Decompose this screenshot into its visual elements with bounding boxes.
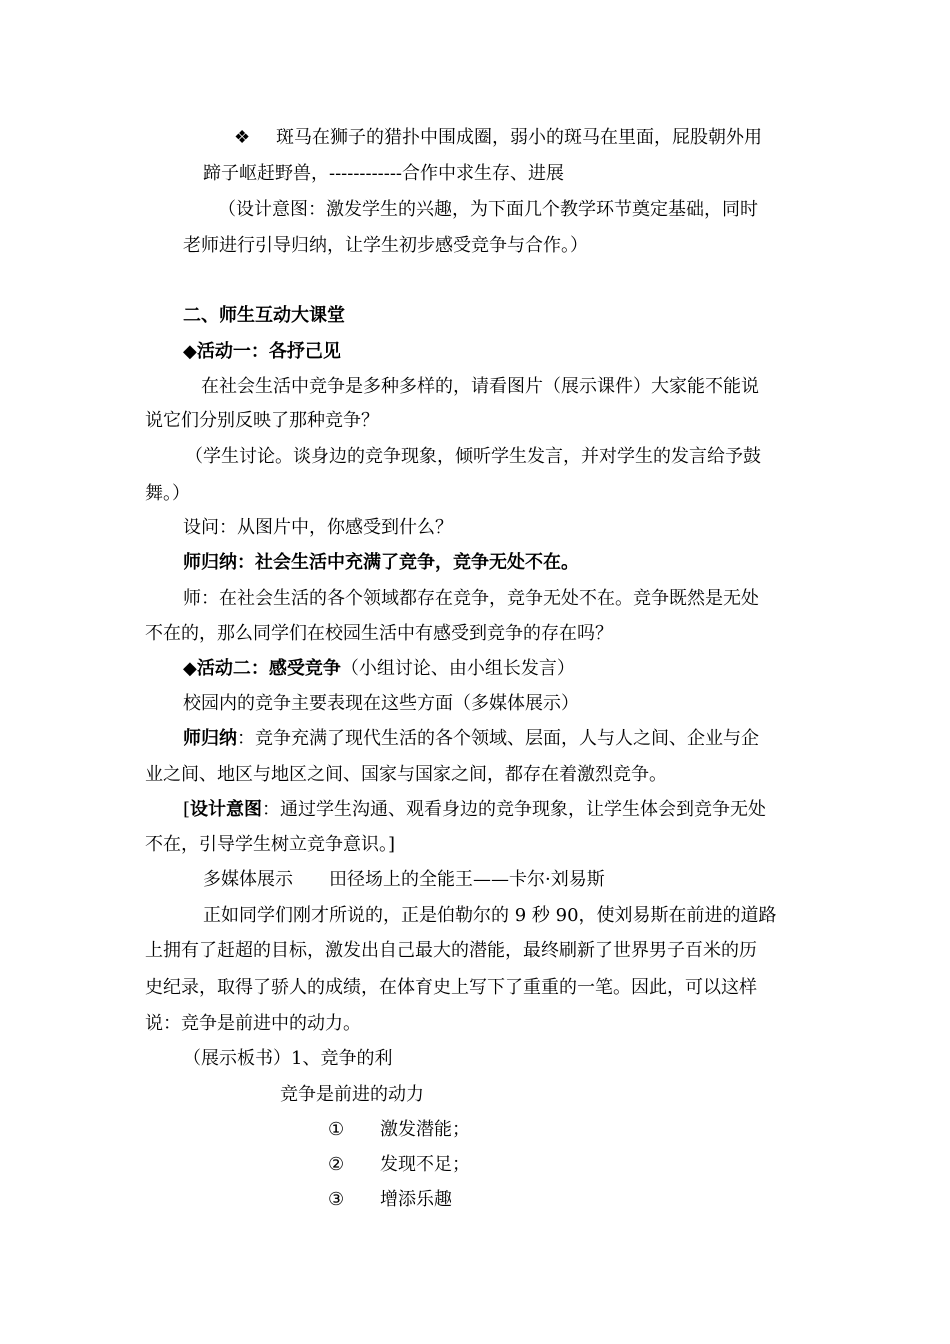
activity1-teacher-line2: 不在的，那么同学们在校园生活中有感受到竞争的存在吗？: [145, 623, 613, 644]
media-label: 多媒体展示: [203, 869, 293, 890]
media-title: 田径场上的全能王——卡尔·刘易斯: [329, 869, 605, 890]
intro-line-1: [234, 127, 762, 149]
board-label: （展示板书）1、竞争的利: [183, 1048, 393, 1069]
design-intent-text: ：通过学生沟通、观看身边的竞争现象，让学生体会到竞争无处: [262, 799, 767, 820]
activity2-title: [183, 658, 575, 680]
diamond-bullet-icon: ❖: [234, 127, 251, 148]
story-line-4: 说：竞争是前进中的动力。: [145, 1013, 361, 1034]
bracket-open: [: [183, 799, 191, 820]
activity1-para2-line2: 舞。）: [145, 483, 190, 504]
activity2-summary-label: 师归纳: [183, 728, 237, 749]
activity2-summary-line2: 业之间、地区与地区之间、国家与国家之间，都存在着激烈竞争。: [145, 764, 667, 785]
board-item-3-text: 增添乐趣: [380, 1189, 452, 1210]
activity2-summary-line1: [183, 728, 759, 750]
activity2-campus: 校园内的竞争主要表现在这些方面（多媒体展示）: [183, 693, 579, 714]
activity1-para1-line1: 在社会生活中竞争是多种多样的，请看图片（展示课件）大家能不能说: [201, 376, 759, 397]
story-line-2: 上拥有了赶超的目标，激发出自己最大的潜能，最终刷新了世界男子百米的历: [145, 940, 757, 961]
activity2-title-bold: ◆活动二：感受竞争: [183, 658, 341, 679]
activity1-para1-line2: 说它们分别反映了那种竞争？: [145, 410, 379, 431]
activity1-para2-line1: （学生讨论。谈身边的竞争现象，倾听学生发言，并对学生的发言给予鼓: [185, 446, 761, 467]
activity1-question: 设问：从图片中，你感受到什么？: [183, 517, 453, 538]
activity2-summary-text: ：竞争充满了现代生活的各个领域、层面，人与人之间、企业与企: [237, 728, 759, 749]
activity2-title-note: （小组讨论、由小组长发言）: [340, 658, 575, 679]
design-intent-label: 设计意图: [190, 799, 263, 820]
media-line: [203, 869, 605, 891]
board-item-3: [328, 1189, 452, 1211]
activity2-design-line2: 不在，引导学生树立竞争意识。]: [145, 834, 396, 855]
board-subtitle: 竞争是前进的动力: [280, 1084, 424, 1105]
activity1-teacher-line1: 师：在社会生活的各个领域都存在竞争，竞争无处不在。竞争既然是无处: [183, 588, 759, 609]
intro-line-2: 蹄子岖赶野兽，------------合作中求生存、进展: [203, 163, 564, 184]
board-item-2-text: 发现不足；: [380, 1154, 470, 1175]
activity1-title: ◆活动一：各抒己见: [183, 341, 341, 362]
section-heading: 二、师生互动大课堂: [183, 305, 345, 326]
circled-number-2: ②: [328, 1154, 345, 1175]
story-line-3: 史纪录，取得了骄人的成绩，在体育史上写下了重重的一笔。因此，可以这样: [145, 977, 757, 998]
board-item-2: [328, 1154, 470, 1176]
intro-design-intent-1: （设计意图：激发学生的兴趣，为下面几个教学环节奠定基础，同时: [218, 199, 758, 220]
circled-number-1: ①: [328, 1119, 345, 1140]
intro-design-intent-2: 老师进行引导归纳，让学生初步感受竞争与合作。）: [183, 235, 588, 256]
intro-text-1: 斑马在狮子的猎扑中围成圈，弱小的斑马在里面，屁股朝外用: [276, 127, 762, 148]
activity2-design-line1: [183, 799, 766, 821]
board-item-1: [328, 1119, 470, 1141]
activity1-summary: 师归纳：社会生活中充满了竞争，竞争无处不在。: [183, 552, 579, 573]
board-item-1-text: 激发潜能；: [380, 1119, 470, 1140]
circled-number-3: ③: [328, 1189, 345, 1210]
story-line-1: 正如同学们刚才所说的，正是伯勒尔的 9 秒 90，使刘易斯在前进的道路: [203, 905, 777, 926]
